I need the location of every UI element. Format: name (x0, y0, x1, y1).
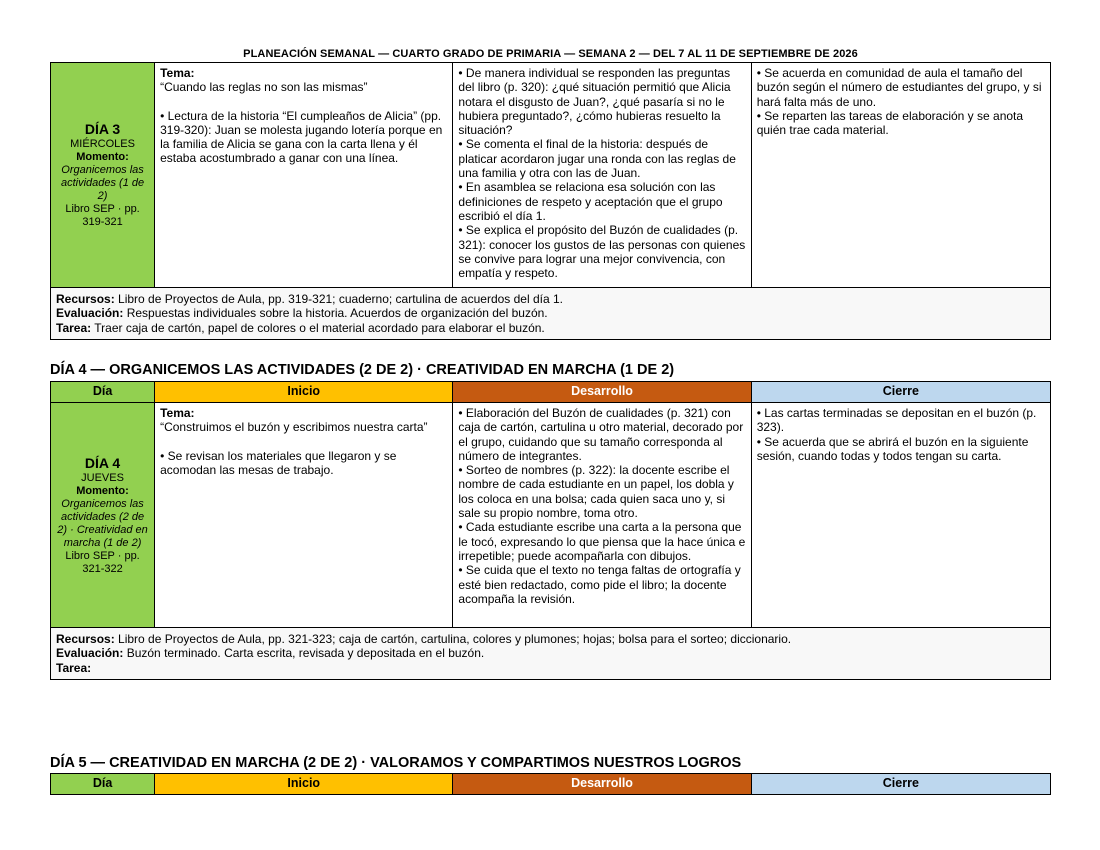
day4-evaluacion: Evaluación: Buzón terminado. Carta escrita, revisada y depositada en el buzón. (56, 646, 485, 661)
day3-recursos: Recursos: Libro de Proyectos de Aula, pp. 319-321; cuaderno; cartulina de acuerdos del día 1. (56, 292, 563, 306)
column-header-cierre: Cierre (751, 382, 1050, 403)
day3-evaluacion: Evaluación: Respuestas individuales sobre la historia. Acuerdos de organización del buzón. (56, 306, 548, 321)
day3-footer-row (51, 288, 1051, 340)
column-header-dia: Día (51, 382, 155, 403)
day4-footer (51, 628, 1051, 680)
column-header-dia: Día (51, 774, 155, 795)
day3-desarrollo-item: • De manera individual se responden las preguntas del libro (p. 320): ¿qué situación permitió que Alicia notara el disgusto de Juan?, ¿qué pasaría si no le hubiera preguntado?, ¿cómo hubieras resuelto la situación? (458, 66, 731, 138)
day3-book-pages: Libro SEP · pp. 319-321 (65, 203, 140, 228)
day3-row (51, 63, 1051, 288)
day3-cierre-item: • Se acuerda en comunidad de aula el tamaño del buzón según el número de estudiantes del grupo, y si hará falta más de uno. (756, 66, 1042, 109)
day3-weekday: MIÉRCOLES (70, 138, 135, 150)
day3-tema: “Cuando las reglas no son las mismas” (160, 80, 368, 95)
day3-cierre-item: • Se reparten las tareas de elaboración y se anota quién trae cada material. (756, 108, 1024, 138)
day3-day-name: DÍA 3 (84, 121, 121, 137)
day4-desarrollo-item: • Sorteo de nombres (p. 322): la docente escribe el nombre de cada estudiante en un papel, los dobla y los coloca en una bolsa; cada quien saca uno y, si sale su propio nombre, toma otro. (458, 463, 734, 521)
day4-tema: “Construimos el buzón y escribimos nuestra carta” (160, 420, 428, 435)
day4-moment-label: Momento: (76, 484, 129, 497)
day4-desarrollo-item: • Se cuida que el texto no tenga faltas de ortografía y esté bien redactado, como pide el libro; la docente acompaña la revisión. (458, 563, 741, 606)
day4-desarrollo-item: • Cada estudiante escribe una carta a la persona que le tocó, expresando lo que piensa que la hace única e irrepetible; puede acompañarla con dibujos. (458, 520, 746, 563)
day4-footer-row (51, 628, 1051, 680)
column-header-desarrollo: Desarrollo (453, 382, 751, 403)
day5-section-title: DÍA 5 — CREATIVIDAD EN MARCHA (2 DE 2) · VALORAMOS Y COMPARTIMOS NUESTROS LOGROS (50, 755, 742, 771)
page-title: PLANEACIÓN SEMANAL — CUARTO GRADO DE PRIMARIA — SEMANA 2 — DEL 7 AL 11 DE SEPTIEMBRE DE 2026 (243, 48, 858, 60)
day3-desarrollo-item: • En asamblea se relaciona esa solución con las definiciones de respeto y aceptación que el grupo escribió el día 1. (458, 180, 723, 223)
day3-table (50, 62, 1051, 340)
day4-weekday: JUEVES (81, 471, 124, 484)
day5-header-row (51, 774, 1051, 795)
column-header-inicio: Inicio (155, 382, 453, 403)
day3-tarea: Tarea: Traer caja de cartón, papel de colores o el material acordado para elaborar el buzón. (56, 320, 545, 335)
column-header-desarrollo: Desarrollo (453, 774, 751, 795)
day4-table (50, 381, 1051, 680)
day4-desarrollo-item: • Elaboración del Buzón de cualidades (p. 321) con caja de cartón, cartulina u otro material, decorado por el grupo, cuidando que su tamaño corresponda al número de integrantes. (458, 406, 744, 463)
day3-desarrollo-item: • Se explica el propósito del Buzón de cualidades (p. 321): conocer los gustos de las personas con quienes se convive para lograr una mejor convivencia, con empatía y respeto. (458, 223, 746, 281)
day4-desarrollo-cell (453, 403, 751, 628)
day3-tema-label: Tema: (160, 66, 195, 80)
day4-day-name: DÍA 4 (84, 454, 121, 471)
day4-recursos: Recursos: Libro de Proyectos de Aula, pp. 321-323; caja de cartón, cartulina, colores y plumones; hojas; bolsa para el sorteo; diccionario. (56, 632, 792, 646)
day3-desarrollo-cell (453, 63, 751, 288)
day3-moment: Organicemos las actividades (1 de 2) (60, 164, 145, 202)
day3-cierre-cell (751, 63, 1050, 288)
day4-cierre-item: • Las cartas terminadas se depositan en el buzón (p. 323). (756, 406, 1037, 435)
day4-inicio-item: • Se revisan los materiales que llegaron y se acomodan las mesas de trabajo. (160, 448, 397, 477)
day4-header-row (51, 382, 1051, 403)
day4-tema-label: Tema: (160, 406, 195, 420)
day4-cierre-item: • Se acuerda que se abrirá el buzón en la siguiente sesión, cuando todas y todos tengan su carta. (756, 434, 1029, 463)
day4-row (51, 403, 1051, 628)
column-header-inicio: Inicio (155, 774, 453, 795)
day3-moment-label: Momento: (76, 151, 129, 163)
day4-tarea: Tarea: (56, 660, 92, 675)
day5-table (50, 773, 1051, 795)
day4-section-title: DÍA 4 — ORGANICEMOS LAS ACTIVIDADES (2 DE 2) · CREATIVIDAD EN MARCHA (1 DE 2) (50, 362, 675, 378)
column-header-cierre: Cierre (751, 774, 1050, 795)
day4-cierre-cell (751, 403, 1050, 628)
day3-inicio-item: • Lectura de la historia “El cumpleaños de Alicia” (pp. 319-320): Juan se molesta jugando lotería porque en la familia de Alicia se gana con la carta llena y él estaba acostumbrado a ganar con una línea. (160, 108, 443, 166)
day3-footer (51, 288, 1051, 340)
day3-inicio-cell (155, 63, 453, 288)
day4-book-pages: Libro SEP · pp. 321-322 (65, 549, 140, 575)
day4-inicio-cell (155, 403, 453, 628)
day4-moment: Organicemos las actividades (2 de 2) · Creatividad en marcha (1 de 2) (57, 497, 148, 549)
day4-day-cell (51, 403, 155, 628)
day3-day-cell (51, 63, 155, 288)
day3-desarrollo-item: • Se comenta el final de la historia: después de platicar acordaron jugar una ronda con las reglas de una familia y otra con las de Juan. (458, 137, 736, 181)
